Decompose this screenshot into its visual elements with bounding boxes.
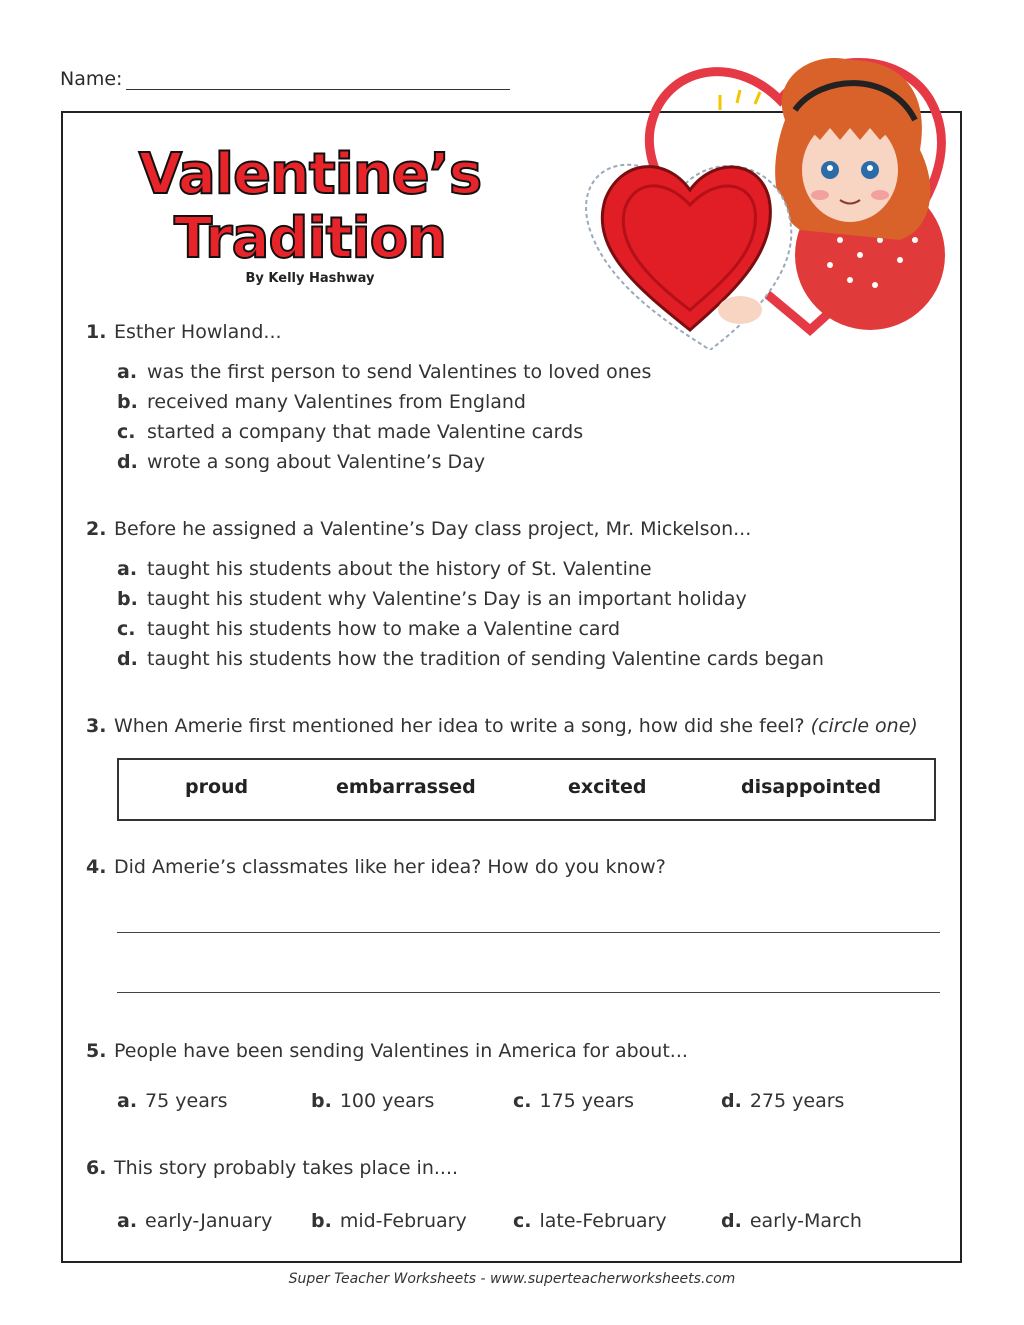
q1-option-d[interactable]: d. wrote a song about Valentine’s Day (117, 451, 486, 473)
question-3: 3. When Amerie first mentioned her idea to write a song, how did she feel? (circle one) (86, 715, 918, 737)
q5-option-b[interactable]: b. 100 years (311, 1090, 435, 1112)
q6-option-a[interactable]: a. early-January (117, 1210, 273, 1232)
question-5: 5. People have been sending Valentines in America for about... (86, 1040, 688, 1062)
question-2: 2. Before he assigned a Valentine’s Day class project, Mr. Mickelson... (86, 518, 752, 540)
q2-option-d[interactable]: d. taught his students how the tradition of sending Valentine cards began (117, 648, 824, 670)
q1-option-b[interactable]: b. received many Valentines from England (117, 391, 526, 413)
q2-option-a[interactable]: a. taught his students about the history of St. Valentine (117, 558, 652, 580)
byline: By Kelly Hashway (245, 271, 375, 286)
q6-option-b[interactable]: b. mid-February (311, 1210, 467, 1232)
question-1: 1. Esther Howland... (86, 321, 282, 343)
worksheet-title-line1: Valentine’s (138, 142, 482, 207)
q1-option-c[interactable]: c. started a company that made Valentine cards (117, 421, 584, 443)
q5-option-c[interactable]: c. 175 years (513, 1090, 635, 1112)
choice-proud[interactable]: proud (185, 776, 249, 798)
q5-option-a[interactable]: a. 75 years (117, 1090, 228, 1112)
question-6: 6. This story probably takes place in.... (86, 1157, 459, 1179)
worksheet-title-line2: Tradition (173, 206, 447, 271)
q2-option-b[interactable]: b. taught his student why Valentine’s Day is an important holiday (117, 588, 747, 610)
answer-line-2[interactable] (117, 992, 940, 993)
question-4: 4. Did Amerie’s classmates like her idea? How do you know? (86, 856, 666, 878)
q2-option-c[interactable]: c. taught his students how to make a Valentine card (117, 618, 621, 640)
footer-credit: Super Teacher Worksheets - www.superteacherworksheets.com (288, 1271, 736, 1287)
choice-disappointed[interactable]: disappointed (741, 776, 882, 798)
q1-option-a[interactable]: a. was the first person to send Valentines to loved ones (117, 361, 652, 383)
valentine-girl-illustration (570, 40, 990, 350)
answer-line-1[interactable] (117, 932, 940, 933)
q6-option-d[interactable]: d. early-March (721, 1210, 862, 1232)
name-line[interactable] (126, 71, 510, 90)
choice-embarrassed[interactable]: embarrassed (336, 776, 476, 798)
name-field[interactable] (60, 68, 510, 90)
circle-one-note: (circle one) (810, 715, 918, 737)
name-label: Name: (60, 68, 123, 90)
choice-excited[interactable]: excited (568, 776, 647, 798)
q5-option-d[interactable]: d. 275 years (721, 1090, 845, 1112)
q6-option-c[interactable]: c. late-February (513, 1210, 667, 1232)
